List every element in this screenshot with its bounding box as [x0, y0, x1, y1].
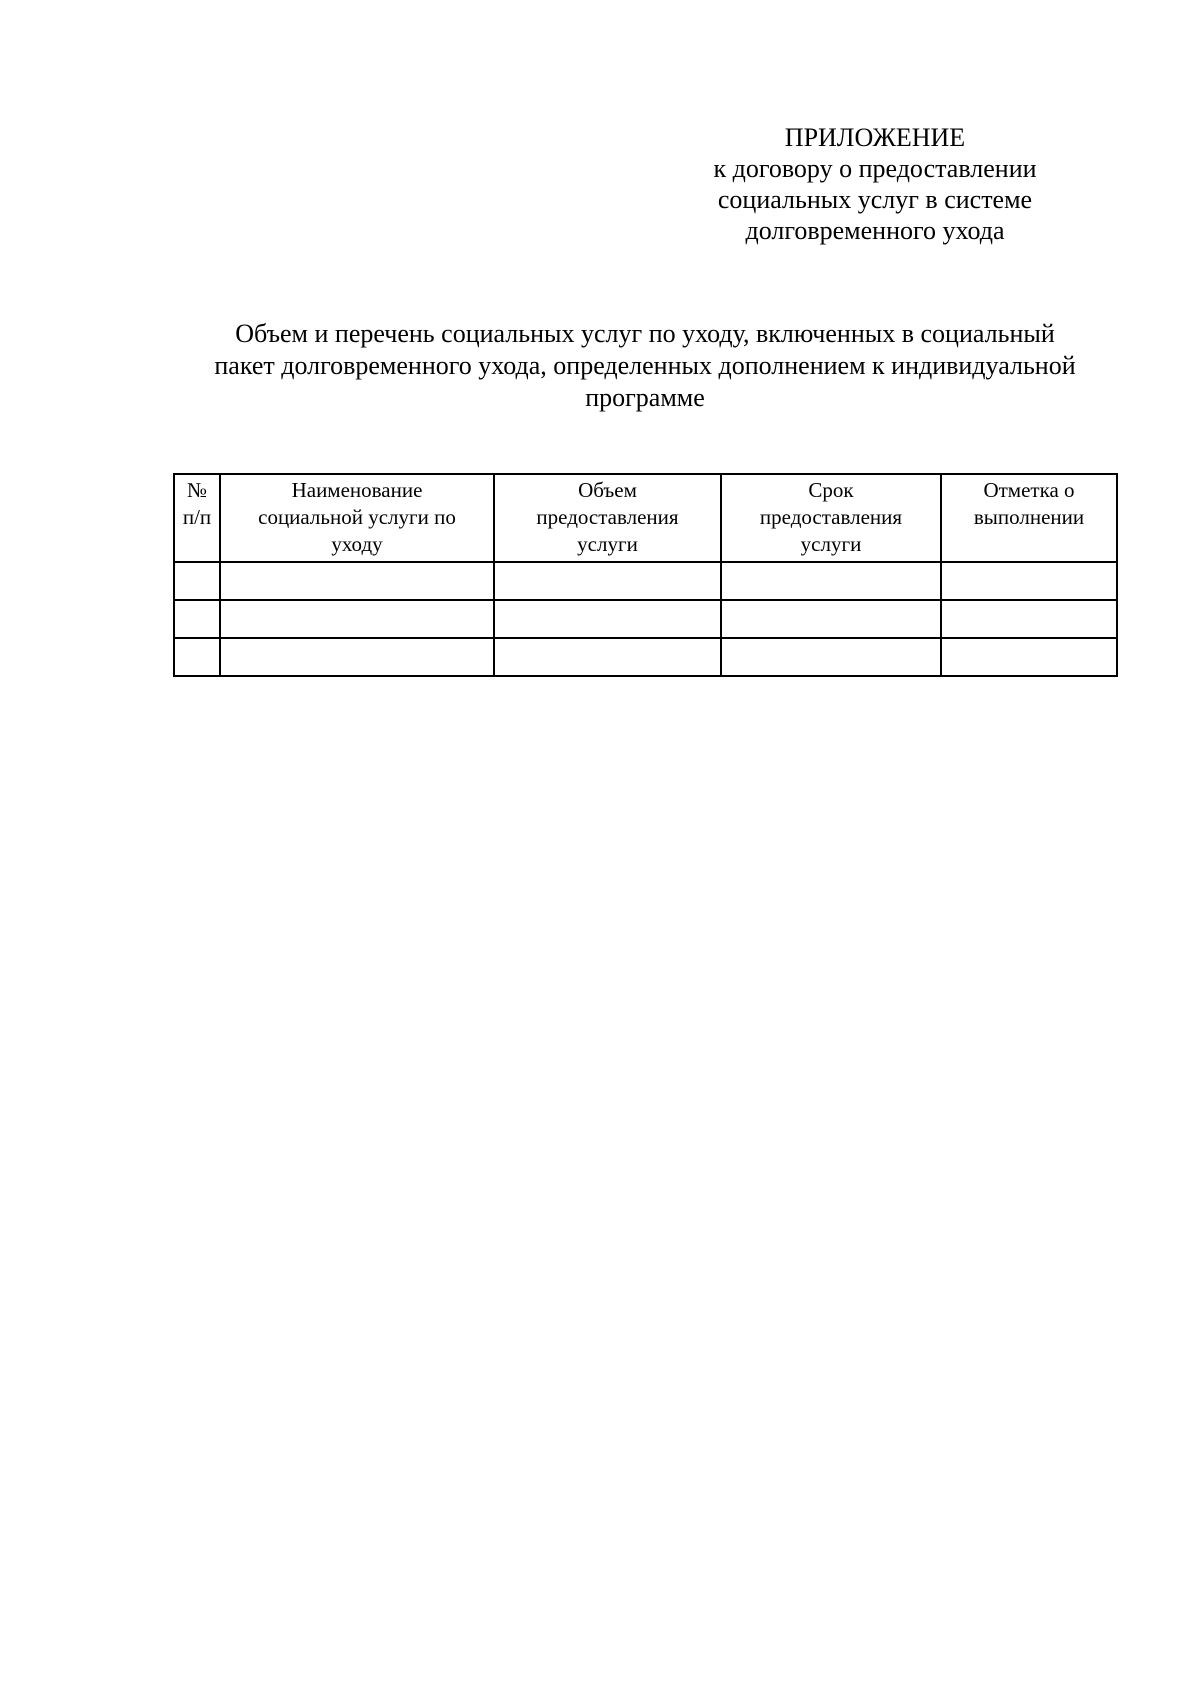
document-title: [150, 318, 1140, 414]
header-text: №: [186, 478, 208, 502]
table-cell: [220, 562, 494, 600]
title-line: пакет долговременного ухода, определенных дополнением к индивидуальной: [214, 351, 1076, 380]
header-text: Наименование: [291, 478, 423, 502]
header-text: услуги: [577, 532, 638, 556]
header-text: уходу: [331, 532, 383, 556]
header-text: услуги: [800, 532, 862, 556]
header-term: [721, 474, 941, 562]
header-number: [174, 474, 220, 562]
appendix-heading: [660, 122, 1090, 246]
table-row: [174, 562, 1117, 600]
header-text: выполнении: [973, 505, 1085, 529]
table-cell: [174, 562, 220, 600]
header-text: Отметка о: [983, 478, 1075, 502]
table-cell: [494, 600, 721, 638]
title-line: Объем и перечень социальных услуг по уходу, включенных в социальный: [235, 319, 1055, 348]
table-header-row: [174, 474, 1117, 562]
header-text: предоставления: [536, 505, 679, 529]
table-cell: [174, 600, 220, 638]
appendix-line: социальных услуг в системе: [717, 185, 1033, 214]
table-cell: [494, 562, 721, 600]
header-text: социальной услуги по: [258, 505, 456, 529]
table-cell: [220, 638, 494, 676]
services-table: [173, 473, 1118, 677]
table-cell: [941, 638, 1117, 676]
table-cell: [721, 600, 941, 638]
appendix-line: к договору о предоставлении: [713, 154, 1037, 183]
table-cell: [721, 638, 941, 676]
header-text: п/п: [182, 505, 212, 529]
table-cell: [721, 562, 941, 600]
header-text: Срок: [808, 478, 854, 502]
table-row: [174, 638, 1117, 676]
header-text: предоставления: [759, 505, 903, 529]
table-cell: [220, 600, 494, 638]
table-cell: [174, 638, 220, 676]
table-cell: [941, 600, 1117, 638]
header-text: Объем: [578, 478, 637, 502]
table-cell: [941, 562, 1117, 600]
table-row: [174, 600, 1117, 638]
table-cell: [494, 638, 721, 676]
appendix-line: долговременного ухода: [745, 216, 1005, 245]
header-service-name: [220, 474, 494, 562]
title-line: программе: [585, 383, 705, 412]
appendix-line: ПРИЛОЖЕНИЕ: [784, 123, 966, 152]
header-volume: [494, 474, 721, 562]
header-completion-mark: [941, 474, 1117, 562]
